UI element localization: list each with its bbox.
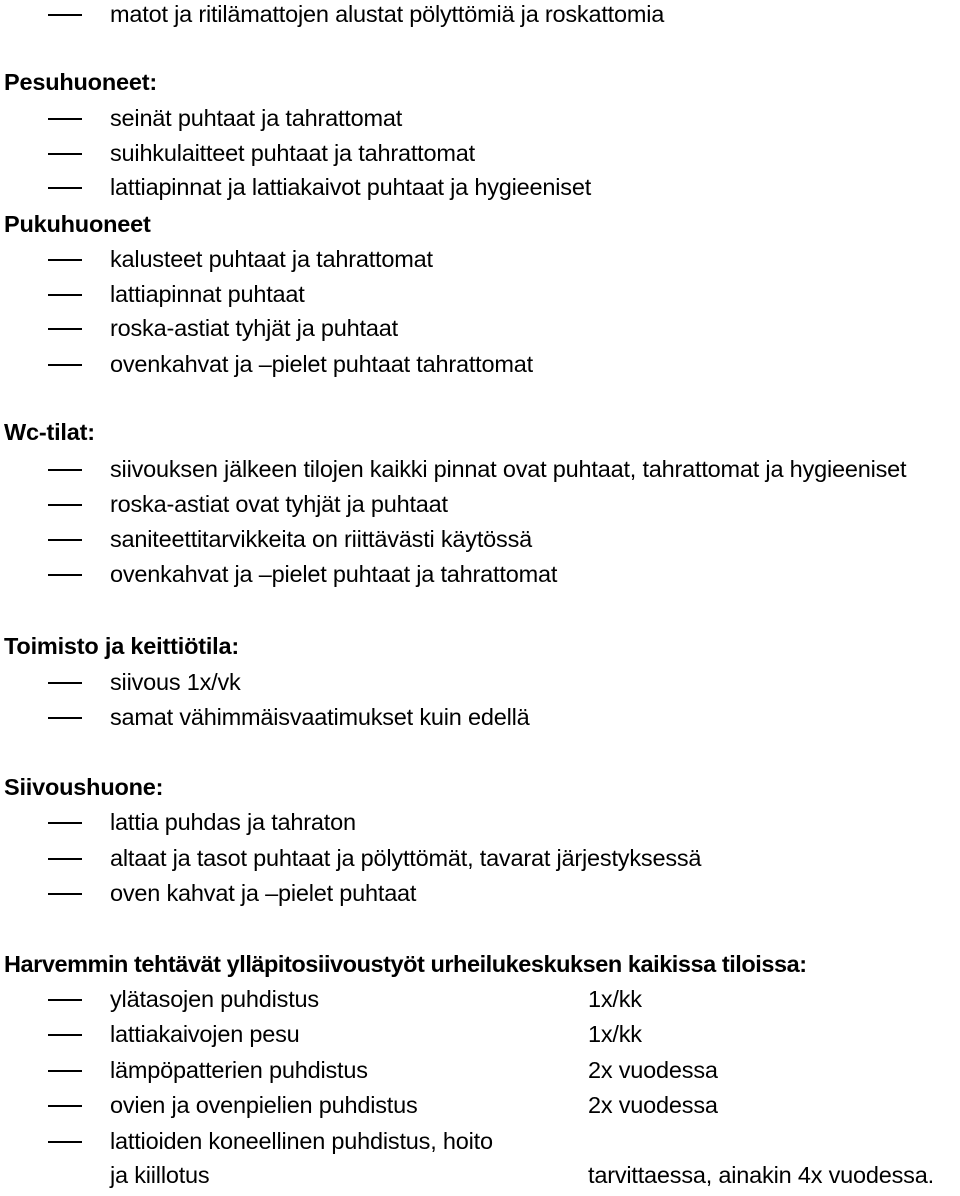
list-item <box>0 843 960 873</box>
dash-bullet <box>48 469 82 471</box>
section-heading-pesuhuoneet <box>0 67 960 97</box>
list-item <box>0 279 960 309</box>
table-row <box>0 1126 960 1156</box>
dash-bullet <box>48 539 82 541</box>
list-item-text: roska-astiat ovat tyhjät ja puhtaat <box>110 491 448 517</box>
dash-bullet <box>48 1070 82 1072</box>
dash-bullet <box>48 1141 82 1143</box>
frequency-text: 1x/kk <box>588 986 642 1012</box>
list-item-text: lattia puhdas ja tahraton <box>110 809 356 835</box>
list-item <box>0 667 960 697</box>
list-item <box>0 0 960 29</box>
frequency-text: 2x vuodessa <box>588 1092 718 1118</box>
dash-bullet <box>48 574 82 576</box>
dash-bullet <box>48 682 82 684</box>
dash-bullet <box>48 328 82 330</box>
frequency-text: 1x/kk <box>588 1021 642 1047</box>
list-item-text: suihkulaitteet puhtaat ja tahrattomat <box>110 140 475 166</box>
table-row <box>0 1090 960 1120</box>
list-item <box>0 454 960 484</box>
dash-bullet <box>48 717 82 719</box>
dash-bullet <box>48 822 82 824</box>
task-text: lattiakaivojen pesu <box>110 1021 300 1047</box>
dash-bullet <box>48 364 82 366</box>
list-item-text: altaat ja tasot puhtaat ja pölyttömät, tavarat järjestyksessä <box>110 845 702 871</box>
section-heading-toimisto <box>0 631 960 661</box>
list-item <box>0 138 960 168</box>
dash-bullet <box>48 999 82 1001</box>
section-heading-text: Toimisto ja keittiötila: <box>4 633 240 659</box>
list-item-text: oven kahvat ja –pielet puhtaat <box>110 880 417 906</box>
list-item-text: lattiapinnat ja lattiakaivot puhtaat ja hygieeniset <box>110 174 592 200</box>
table-row-continuation <box>0 1160 960 1190</box>
dash-bullet <box>48 118 82 120</box>
list-item-text: lattiapinnat puhtaat <box>110 281 305 307</box>
list-item <box>0 313 960 343</box>
list-item <box>0 807 960 837</box>
list-item-text: roska-astiat tyhjät ja puhtaat <box>110 315 398 341</box>
table-row <box>0 1055 960 1085</box>
section-heading-siivoushuone <box>0 772 960 802</box>
section-heading-text: Siivoushuone: <box>4 774 164 800</box>
list-item <box>0 172 960 202</box>
section-heading-text: Wc-tilat: <box>4 419 95 445</box>
list-item-text: ovenkahvat ja –pielet puhtaat tahrattomat <box>110 351 533 377</box>
list-item-text: siivous 1x/vk <box>110 669 241 695</box>
dash-bullet <box>48 893 82 895</box>
list-item-text: siivouksen jälkeen tilojen kaikki pinnat ovat puhtaat, tahrattomat ja hygieeniset <box>110 456 907 482</box>
task-text: ovien ja ovenpielien puhdistus <box>110 1092 418 1118</box>
list-item <box>0 524 960 554</box>
list-item-text: matot ja ritilämattojen alustat pölyttömiä ja roskattomia <box>110 1 665 27</box>
list-item <box>0 244 960 274</box>
dash-bullet <box>48 1105 82 1107</box>
dash-bullet <box>48 504 82 506</box>
section-heading-text: Pesuhuoneet: <box>4 69 157 95</box>
list-item <box>0 559 960 589</box>
task-text: lämpöpatterien puhdistus <box>110 1057 368 1083</box>
list-item-text: saniteettitarvikkeita on riittävästi käytössä <box>110 526 533 552</box>
list-item <box>0 489 960 519</box>
list-item <box>0 349 960 379</box>
section-heading-pukuhuoneet <box>0 209 960 239</box>
section-heading-wc <box>0 417 960 447</box>
task-text: ja kiillotus <box>110 1162 210 1188</box>
task-text: lattioiden koneellinen puhdistus, hoito <box>110 1128 493 1154</box>
dash-bullet <box>48 259 82 261</box>
dash-bullet <box>48 1034 82 1036</box>
dash-bullet <box>48 14 82 16</box>
list-item <box>0 103 960 133</box>
list-item <box>0 878 960 908</box>
list-item-text: seinät puhtaat ja tahrattomat <box>110 105 403 131</box>
dash-bullet <box>48 153 82 155</box>
task-text: ylätasojen puhdistus <box>110 986 319 1012</box>
dash-bullet <box>48 858 82 860</box>
table-row <box>0 984 960 1014</box>
frequency-text: 2x vuodessa <box>588 1057 718 1083</box>
dash-bullet <box>48 187 82 189</box>
table-row <box>0 1019 960 1049</box>
frequency-text: tarvittaessa, ainakin 4x vuodessa. <box>588 1162 934 1188</box>
list-item <box>0 702 960 732</box>
dash-bullet <box>48 294 82 296</box>
list-item-text: ovenkahvat ja –pielet puhtaat ja tahrattomat <box>110 561 558 587</box>
list-item-text: kalusteet puhtaat ja tahrattomat <box>110 246 433 272</box>
list-item-text: samat vähimmäisvaatimukset kuin edellä <box>110 704 530 730</box>
section-heading-text: Harvemmin tehtävät ylläpitosiivoustyöt urheilukeskuksen kaikissa tiloissa: <box>4 951 807 977</box>
section-heading-harvemmin <box>0 949 960 979</box>
section-heading-text: Pukuhuoneet <box>4 211 151 237</box>
